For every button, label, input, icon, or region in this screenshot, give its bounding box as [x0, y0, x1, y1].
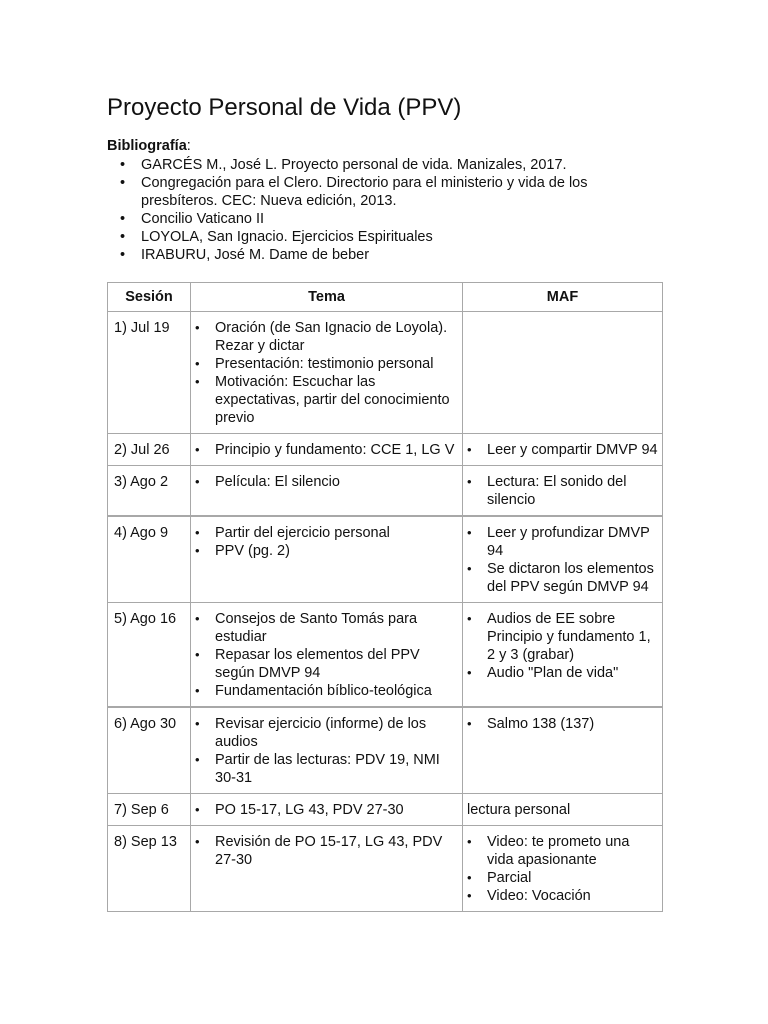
tema-cell	[191, 312, 463, 434]
maf-item: • Parcial	[487, 869, 658, 887]
table-row	[108, 794, 663, 826]
tema-item: • Película: El silencio	[215, 473, 458, 491]
maf-item: • Video: te prometo una vida apasionante	[487, 833, 658, 869]
table-row	[108, 707, 663, 794]
bibliography-heading	[107, 137, 662, 155]
maf-item: • Lectura: El sonido del silencio	[487, 473, 658, 509]
bibliography-item: • IRABURU, José M. Dame de beber	[141, 246, 662, 264]
session-cell: 7) Sep 6	[108, 794, 191, 826]
maf-cell	[463, 312, 663, 434]
maf-item: • Audio "Plan de vida"	[487, 664, 658, 682]
maf-cell	[463, 794, 663, 826]
table-row	[108, 312, 663, 434]
maf-cell	[463, 826, 663, 912]
tema-item: • Partir del ejercicio personal	[215, 524, 458, 542]
tema-item: • PO 15-17, LG 43, PDV 27-30	[215, 801, 458, 819]
bibliography-section	[107, 137, 662, 264]
document-title: Proyecto Personal de Vida (PPV)	[107, 94, 462, 121]
maf-item: • Leer y profundizar DMVP 94	[487, 524, 658, 560]
bibliography-list	[107, 156, 662, 264]
table-row	[108, 603, 663, 708]
tema-cell	[191, 466, 463, 517]
session-cell: 4) Ago 9	[108, 516, 191, 603]
maf-text: lectura personal	[467, 802, 571, 818]
maf-item: • Se dictaron los elementos del PPV según DMVP 94	[487, 560, 658, 596]
table-row	[108, 826, 663, 912]
tema-item: • Motivación: Escuchar las expectativas, partir del conocimiento previo	[215, 373, 458, 427]
table-row	[108, 434, 663, 466]
maf-cell	[463, 603, 663, 708]
tema-cell	[191, 707, 463, 794]
maf-cell	[463, 466, 663, 517]
tema-item: • PPV (pg. 2)	[215, 542, 458, 560]
maf-item: • Leer y compartir DMVP 94	[487, 441, 658, 459]
sessions-table	[107, 282, 663, 912]
tema-item: • Partir de las lecturas: PDV 19, NMI 30-31	[215, 751, 458, 787]
tema-cell	[191, 826, 463, 912]
table-row	[108, 516, 663, 603]
tema-cell	[191, 603, 463, 708]
maf-cell	[463, 707, 663, 794]
tema-item: • Consejos de Santo Tomás para estudiar	[215, 610, 458, 646]
bibliography-label: Bibliografía	[107, 138, 187, 154]
tema-item: • Principio y fundamento: CCE 1, LG V	[215, 441, 458, 459]
maf-cell	[463, 516, 663, 603]
tema-item: • Repasar los elementos del PPV según DMVP 94	[215, 646, 458, 682]
maf-item: • Video: Vocación	[487, 887, 658, 905]
session-cell: 3) Ago 2	[108, 466, 191, 517]
bibliography-colon: :	[186, 138, 191, 154]
table-row	[108, 466, 663, 517]
tema-item: • Revisión de PO 15-17, LG 43, PDV 27-30	[215, 833, 458, 869]
session-cell: 5) Ago 16	[108, 603, 191, 708]
tema-item: • Oración (de San Ignacio de Loyola). Rezar y dictar	[215, 319, 458, 355]
maf-item: • Audios de EE sobre Principio y fundamento 1, 2 y 3 (grabar)	[487, 610, 658, 664]
tema-cell	[191, 794, 463, 826]
bibliography-item: • Congregación para el Clero. Directorio para el ministerio y vida de los presbíteros. CEC: Nueva edición, 2013.	[141, 174, 662, 210]
bibliography-item: • Concilio Vaticano II	[141, 210, 662, 228]
session-cell: 2) Jul 26	[108, 434, 191, 466]
tema-item: • Presentación: testimonio personal	[215, 355, 458, 373]
session-cell: 8) Sep 13	[108, 826, 191, 912]
tema-cell	[191, 516, 463, 603]
tema-item: • Revisar ejercicio (informe) de los audios	[215, 715, 458, 751]
bibliography-item: • GARCÉS M., José L. Proyecto personal de vida. Manizales, 2017.	[141, 156, 662, 174]
maf-item: • Salmo 138 (137)	[487, 715, 658, 733]
tema-item: • Fundamentación bíblico-teológica	[215, 682, 458, 700]
session-cell: 6) Ago 30	[108, 707, 191, 794]
session-cell: 1) Jul 19	[108, 312, 191, 434]
header-sesion: Sesión	[108, 283, 191, 312]
header-tema: Tema	[191, 283, 463, 312]
header-maf: MAF	[463, 283, 663, 312]
tema-cell	[191, 434, 463, 466]
maf-cell	[463, 434, 663, 466]
bibliography-item: • LOYOLA, San Ignacio. Ejercicios Espirituales	[141, 228, 662, 246]
table-header-row	[108, 283, 663, 312]
